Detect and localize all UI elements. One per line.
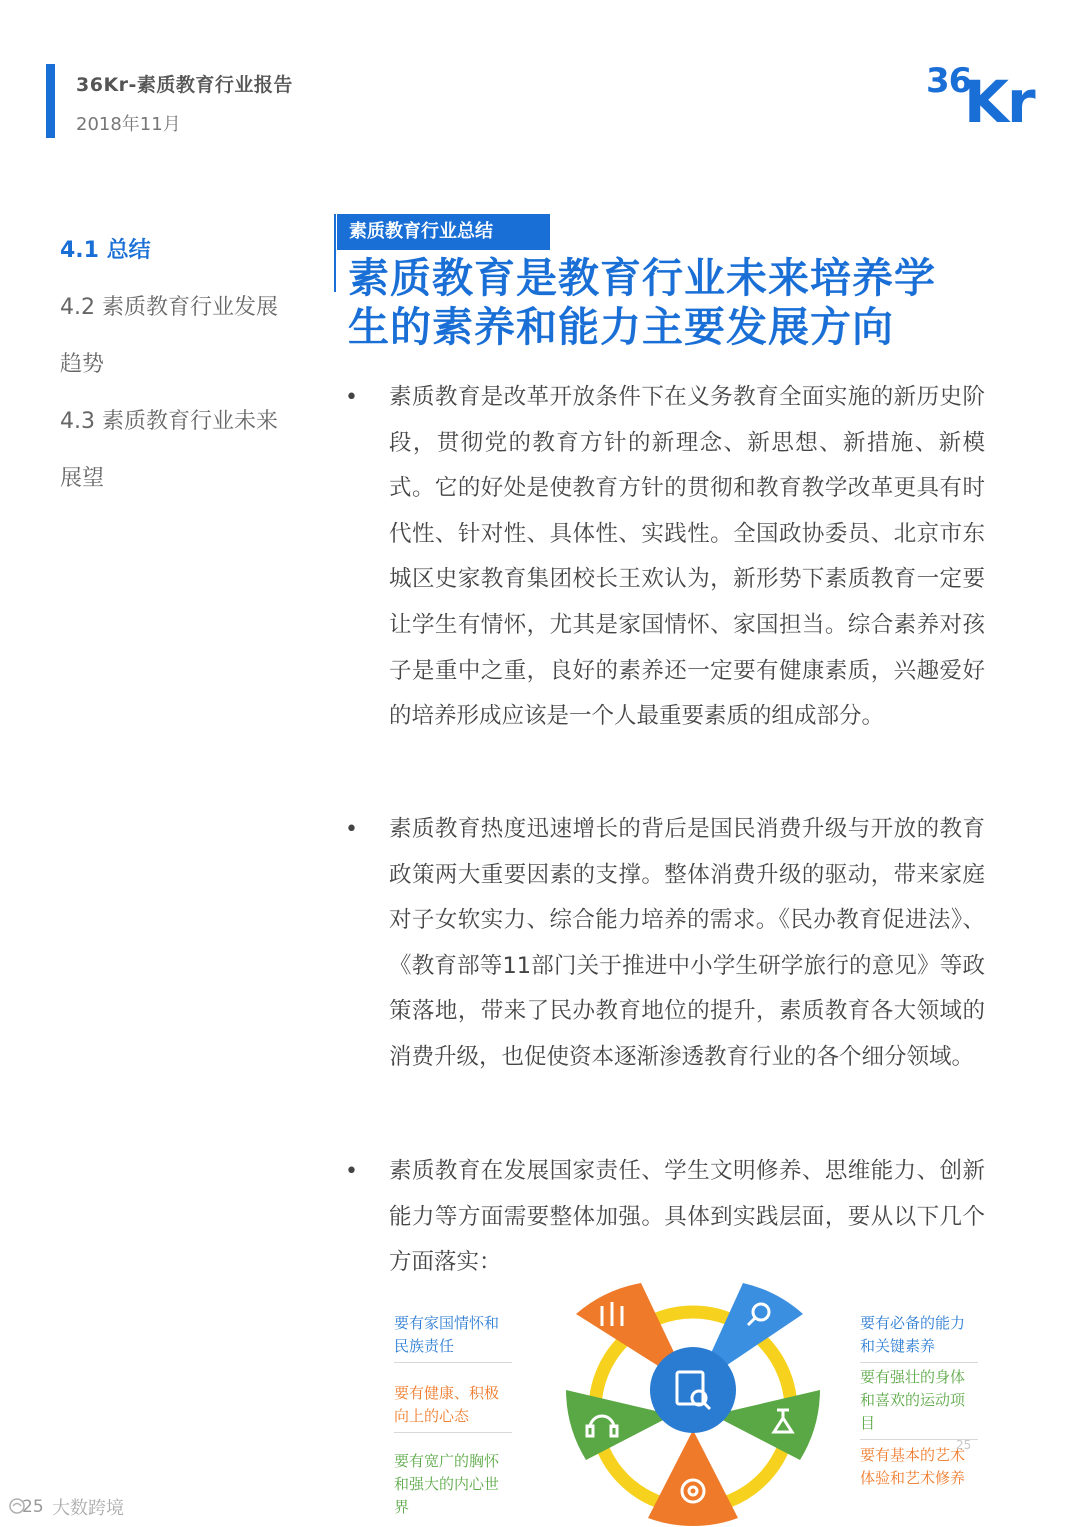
center-circle xyxy=(650,1347,736,1433)
toc-item-summary[interactable]: 4.1 总结 xyxy=(60,238,151,263)
page-number: 25 xyxy=(22,1497,44,1517)
brand-logo xyxy=(924,56,1044,128)
report-title: 36Kr-素质教育行业报告 xyxy=(76,74,293,96)
toc-item-outlook-cont[interactable]: 展望 xyxy=(60,466,105,491)
bullet-paragraph xyxy=(345,375,985,740)
diagram-label-patriotism: 要有家国情怀和民族责任 xyxy=(394,1312,512,1363)
section-accent-line xyxy=(334,214,336,292)
bullet-paragraph xyxy=(345,807,985,1081)
svg-text:Kr: Kr xyxy=(964,68,1034,128)
diagram-label-key-competence: 要有必备的能力和关键素养 xyxy=(860,1312,978,1363)
headline-line-1: 素质教育是教育行业未来培养学 xyxy=(348,254,936,302)
toc-item-outlook[interactable]: 4.3 素质教育行业未来 xyxy=(60,409,278,434)
headline-line-2: 生的素养和能力主要发展方向 xyxy=(348,303,894,351)
report-date: 2018年11月 xyxy=(76,114,181,135)
bullet-text: 素质教育是改革开放条件下在义务教育全面实施的新历史阶段，贯彻党的教育方针的新理念、新思想、新措施、新模式。它的好处是使教育方针的贯彻和教育教学改革更具有时代性、针对性、具体性、实践性。全国政协委员、北京市东城区史家教育集团校长王欢认为，新形势下素质教育一定要让学生有情怀，尤其是家国情怀、家国担当。综合素养对孩子是重中之重，良好的素养还一定要有健康素质，兴趣爱好的培养形成应该是一个人最重要素质的组成部分。 xyxy=(389,384,985,730)
petal-wheel xyxy=(538,1280,848,1527)
section-headline xyxy=(348,254,988,352)
bullet-text: 素质教育在发展国家责任、学生文明修养、思维能力、创新能力等方面需要整体加强。具体到实践层面，要从以下几个方面落实： xyxy=(389,1158,985,1276)
table-of-contents xyxy=(60,222,300,507)
diagram-label-strong-body: 要有强壮的身体和喜欢的运动项目 xyxy=(860,1366,978,1440)
diagram-label-broad-mind: 要有宽广的胸怀和强大的内心世界 xyxy=(394,1452,500,1516)
diagram-label-art-experience: 要有基本的艺术体验和艺术修养 xyxy=(860,1446,966,1487)
faint-page-number: 25 xyxy=(956,1438,972,1452)
petal-orange-bottom xyxy=(648,1430,738,1526)
svg-text:36: 36 xyxy=(926,61,972,101)
bullet-dot: • xyxy=(345,385,358,410)
watermark-text: 大数跨境 xyxy=(52,1498,124,1519)
diagram-label-positive-attitude: 要有健康、积极向上的心态 xyxy=(394,1382,512,1433)
toc-item-trends-cont[interactable]: 趋势 xyxy=(60,352,105,377)
bullet-dot: • xyxy=(345,817,358,842)
quality-education-diagram xyxy=(380,1280,980,1527)
section-tag: 素质教育行业总结 xyxy=(337,214,550,250)
toc-item-trends[interactable]: 4.2 素质教育行业发展 xyxy=(60,295,278,320)
bullet-text: 素质教育热度迅速增长的背后是国民消费升级与开放的教育政策两大重要因素的支撑。整体消费升级的驱动，带来家庭对子女软实力、综合能力培养的需求。《民办教育促进法》、《教育部等11部门关于推进中小学生研学旅行的意见》等政策落地，带来了民办教育地位的提升，素质教育各大领域的消费升级，也促使资本逐渐渗透教育行业的各个细分领域。 xyxy=(389,816,985,1070)
header-accent-bar xyxy=(46,64,55,138)
bullet-paragraph xyxy=(345,1149,985,1286)
bullet-dot: • xyxy=(345,1159,358,1184)
